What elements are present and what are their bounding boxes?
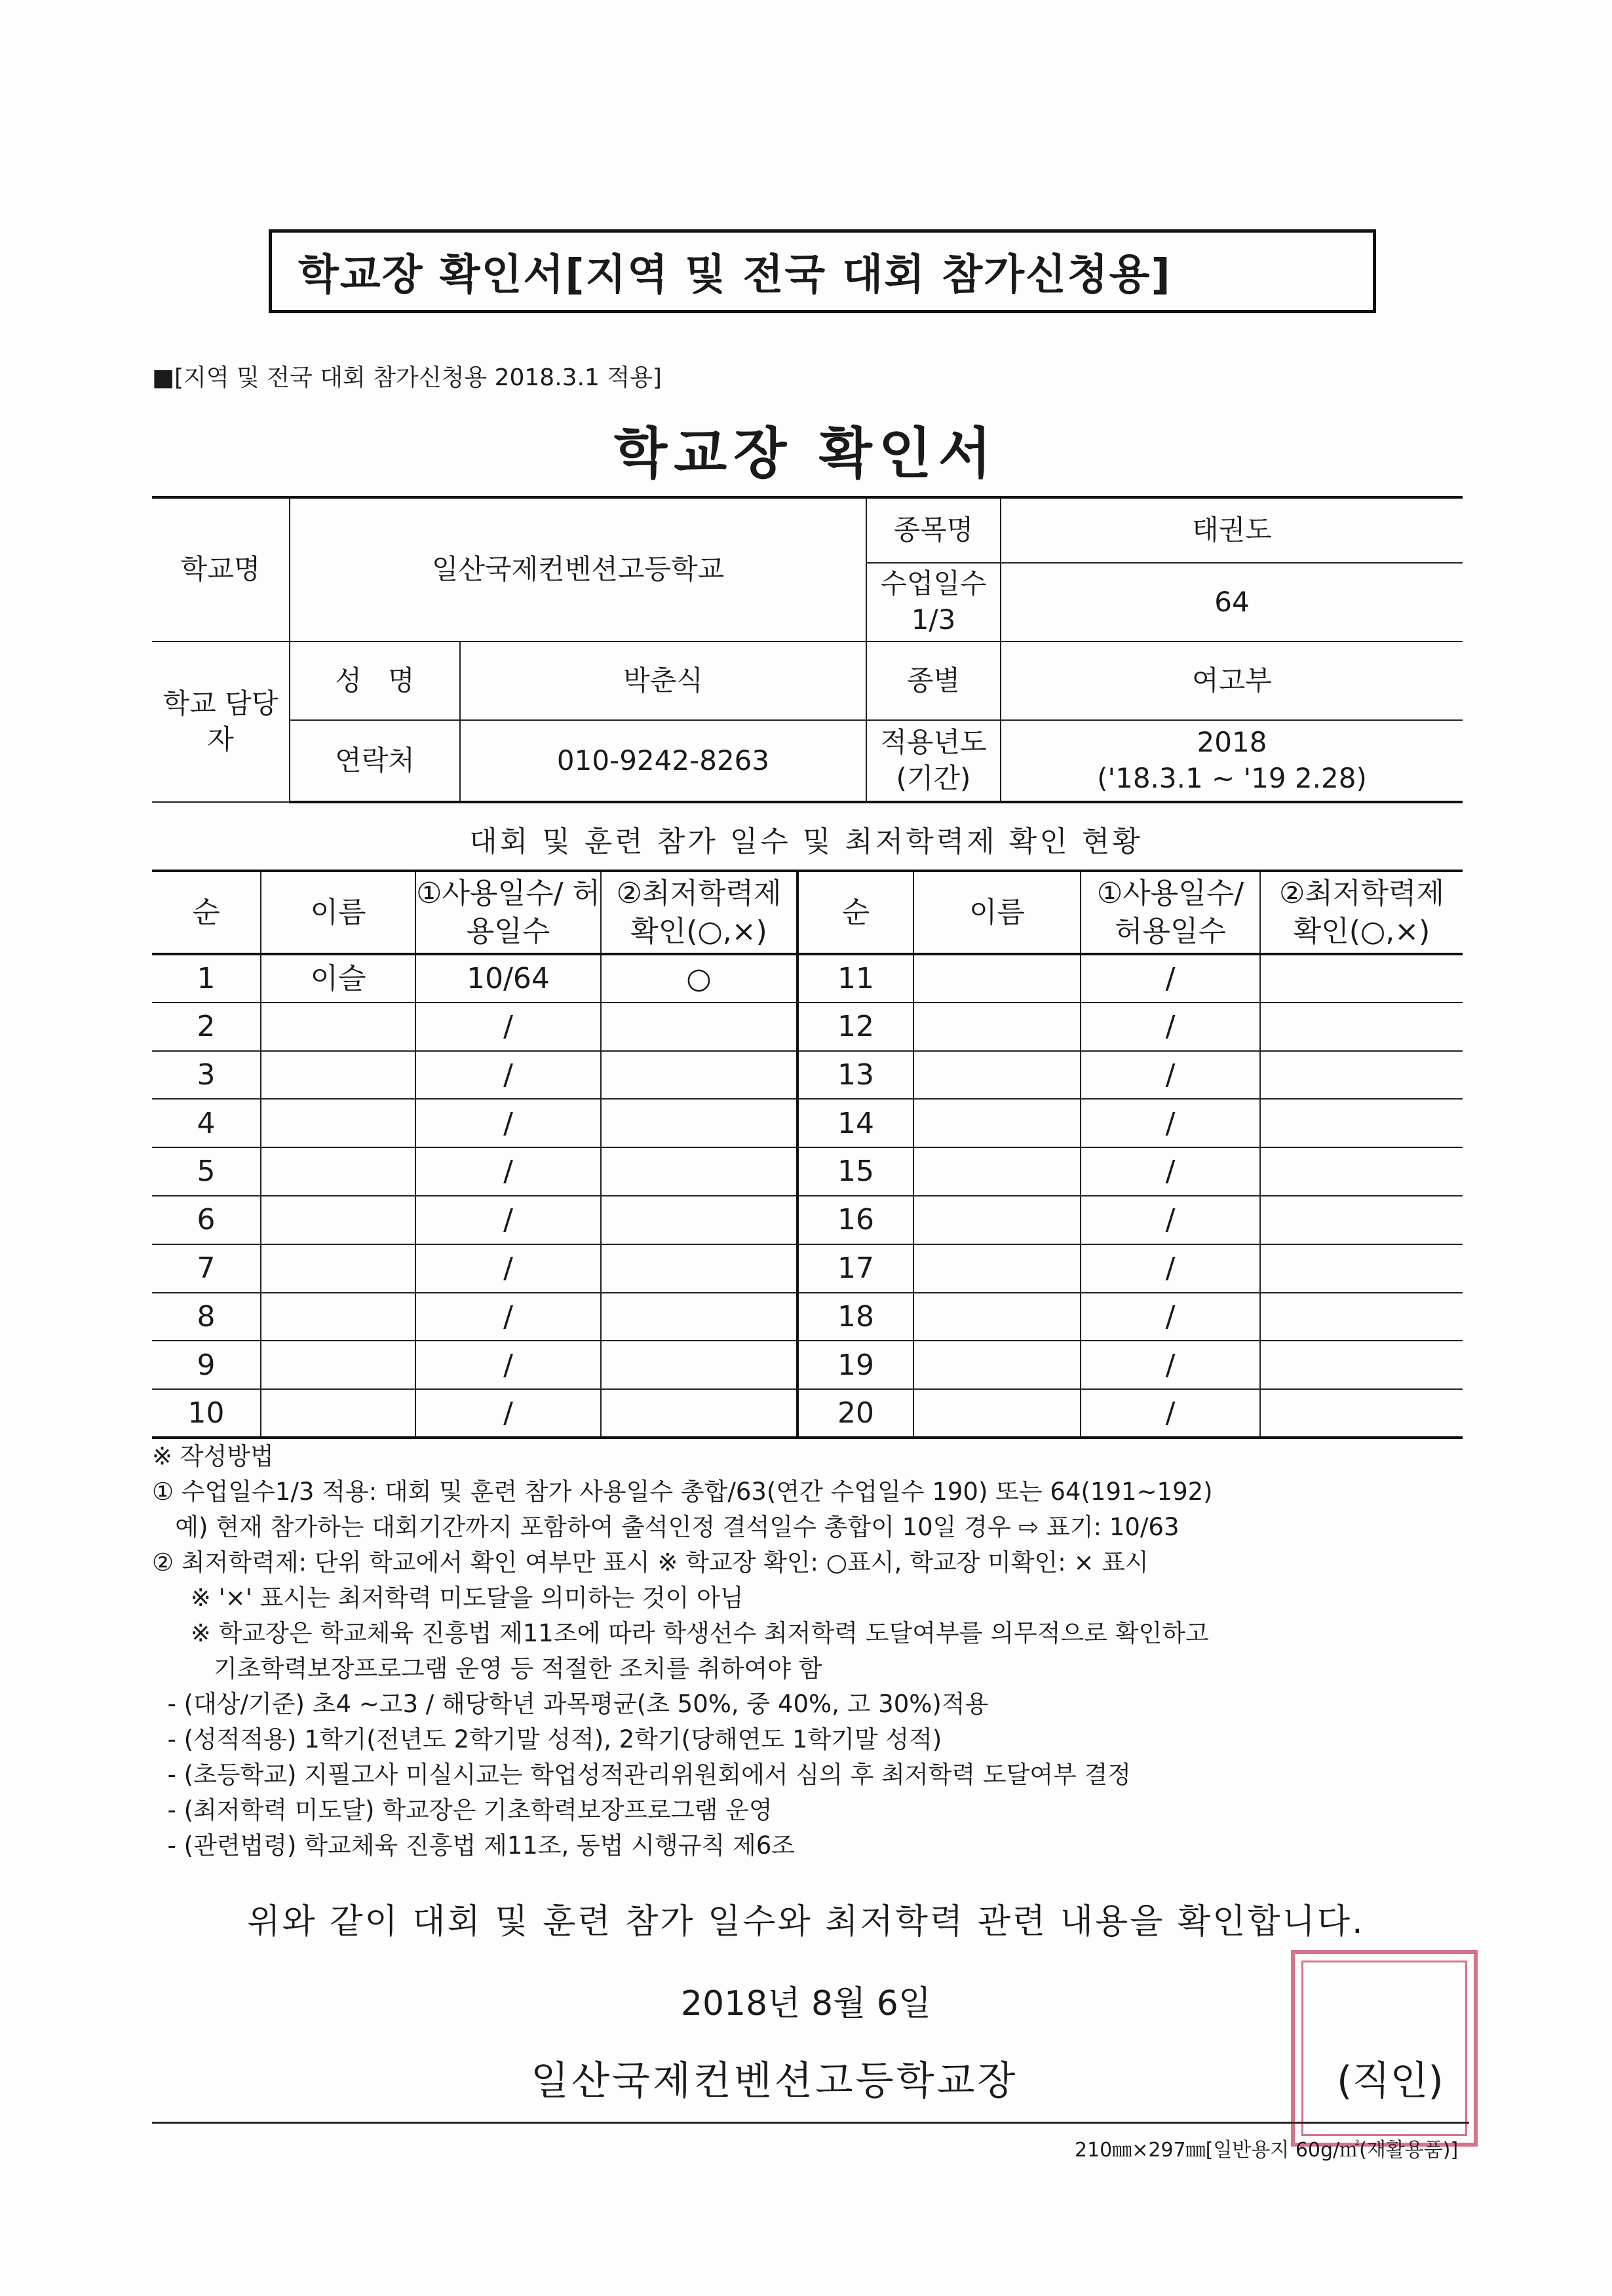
row-check-right — [1260, 1244, 1463, 1293]
row-check-left — [601, 1341, 797, 1389]
year-value: 2018 — [1197, 726, 1267, 759]
year-period: ('18.3.1 ~ '19 2.28) — [1097, 762, 1367, 794]
row-check-left — [601, 1244, 797, 1293]
table-row — [152, 1051, 1463, 1100]
table-row — [152, 1244, 1463, 1293]
school-label: 학교명 — [152, 497, 290, 641]
row-days-left: 10/64 — [415, 954, 601, 1003]
instruction-line: ② 최저학력제: 단위 학교에서 확인 여부만 표시 ※ 학교장 확인: ○표시, 학교장 미확인: × 표시 — [152, 1548, 1149, 1577]
row-no-right: 12 — [797, 1003, 913, 1051]
row-days-right: / — [1081, 1341, 1260, 1389]
row-days-right: / — [1081, 1003, 1260, 1051]
row-name-left — [261, 1099, 415, 1147]
principal-name: 일산국제컨벤션고등학교장 — [531, 2058, 1018, 2104]
row-name-right — [913, 1244, 1081, 1293]
row-name-right — [913, 1147, 1081, 1196]
seal-mark: (직인) — [1337, 2058, 1444, 2104]
official-seal-stamp — [1291, 1950, 1478, 2147]
instruction-line: - (대상/기준) 초4 ~고3 / 해당학년 과목평균(초 50%, 중 40%, 고 30%)적용 — [152, 1690, 989, 1718]
main-title: 학교장 확인서 — [613, 421, 999, 486]
row-name-right — [913, 1099, 1081, 1147]
row-name-right — [913, 1051, 1081, 1100]
row-no-left: 5 — [152, 1147, 261, 1196]
row-check-left — [601, 1196, 797, 1244]
row-no-left: 4 — [152, 1099, 261, 1147]
row-name-left — [261, 1003, 415, 1051]
info-table — [152, 496, 1463, 803]
row-check-right — [1260, 1389, 1463, 1438]
row-no-right: 16 — [797, 1196, 913, 1244]
year-cell — [1001, 720, 1463, 802]
row-days-right: / — [1081, 1196, 1260, 1244]
school-value: 일산국제컨벤션고등학교 — [290, 497, 866, 641]
row-no-left: 3 — [152, 1051, 261, 1100]
header-name-left: 이름 — [261, 871, 415, 954]
row-name-right — [913, 1003, 1081, 1051]
instruction-line: - (성적적용) 1학기(전년도 2학기말 성적), 2학기(당해연도 1학기말 성적) — [152, 1725, 942, 1753]
row-days-left: / — [415, 1003, 601, 1051]
row-check-right — [1260, 1341, 1463, 1389]
row-no-right: 18 — [797, 1293, 913, 1341]
row-check-left — [601, 1147, 797, 1196]
row-days-left: / — [415, 1051, 601, 1100]
row-name-left — [261, 1051, 415, 1100]
row-days-left: / — [415, 1244, 601, 1293]
table-row — [152, 1099, 1463, 1147]
row-days-right: / — [1081, 1293, 1260, 1341]
row-name-left — [261, 1244, 415, 1293]
row-check-right — [1260, 1147, 1463, 1196]
table-row — [152, 1147, 1463, 1196]
application-note: ■[지역 및 전국 대회 참가신청용 2018.3.1 적용] — [152, 364, 662, 391]
bottom-divider — [152, 2122, 1469, 2124]
row-name-right — [913, 1293, 1081, 1341]
row-check-right — [1260, 1196, 1463, 1244]
writing-instructions — [152, 1439, 1502, 1864]
attendance-table — [152, 870, 1463, 1439]
row-check-left — [601, 1099, 797, 1147]
header-check-right: ②최저학력제 확인(○,×) — [1260, 871, 1463, 954]
row-name-left — [261, 1147, 415, 1196]
instruction-line: ※ '×' 표시는 최저학력 미도달을 의미하는 것이 아님 — [152, 1584, 744, 1612]
row-no-right: 13 — [797, 1051, 913, 1100]
row-days-right: / — [1081, 1099, 1260, 1147]
row-days-right: / — [1081, 1389, 1260, 1438]
row-name-left — [261, 1196, 415, 1244]
document-title-box — [269, 229, 1376, 313]
row-no-right: 14 — [797, 1099, 913, 1147]
row-check-left — [601, 1293, 797, 1341]
days-value: 64 — [1001, 563, 1463, 641]
header-days-left: ①사용일수/ 허용일수 — [415, 871, 601, 954]
row-no-left: 10 — [152, 1389, 261, 1438]
row-check-right — [1260, 954, 1463, 1003]
header-no-right: 순 — [797, 871, 913, 954]
header-name-right: 이름 — [913, 871, 1081, 954]
contact-label: 연락처 — [290, 720, 460, 802]
row-check-right — [1260, 1003, 1463, 1051]
row-days-left: / — [415, 1196, 601, 1244]
row-days-left: / — [415, 1147, 601, 1196]
event-label: 종목명 — [866, 497, 1001, 563]
row-name-right — [913, 954, 1081, 1003]
staff-label: 학교 담당자 — [152, 641, 290, 802]
row-days-left: / — [415, 1293, 601, 1341]
row-name-left: 이슬 — [261, 954, 415, 1003]
row-check-right — [1260, 1293, 1463, 1341]
row-days-right: / — [1081, 1147, 1260, 1196]
row-days-right: / — [1081, 954, 1260, 1003]
contact-value: 010-9242-8263 — [460, 720, 866, 802]
row-days-right: / — [1081, 1244, 1260, 1293]
row-days-right: / — [1081, 1051, 1260, 1100]
year-label: 적용년도 (기간) — [866, 720, 1001, 802]
instruction-line: ① 수업일수1/3 적용: 대회 및 훈련 참가 사용일수 총합/63(연간 수업일수 190) 또는 64(191~192) — [152, 1478, 1213, 1506]
event-value: 태권도 — [1001, 497, 1463, 563]
row-name-right — [913, 1196, 1081, 1244]
confirmation-date: 2018년 8월 6일 — [680, 1984, 932, 2023]
row-check-right — [1260, 1099, 1463, 1147]
row-no-right: 20 — [797, 1389, 913, 1438]
confirmation-statement: 위와 같이 대회 및 훈련 참가 일수와 최저학력 관련 내용을 확인합니다. — [247, 1902, 1365, 1942]
days-label: 수업일수 1/3 — [866, 563, 1001, 641]
instruction-line: 기초학력보장프로그램 운영 등 적절한 조치를 취하여야 함 — [152, 1655, 822, 1683]
instruction-line: - (초등학교) 지필고사 미실시교는 학업성적관리위원회에서 심의 후 최저학력 도달여부 결정 — [152, 1761, 1132, 1789]
row-no-right: 11 — [797, 954, 913, 1003]
instruction-line: ※ 학교장은 학교체육 진흥법 제11조에 따라 학생선수 최저학력 도달여부를 의무적으로 확인하고 — [152, 1619, 1209, 1647]
table-row — [152, 1003, 1463, 1051]
document-title: 학교장 확인서[지역 및 전국 대회 참가신청용] — [298, 251, 1172, 299]
type-label: 종별 — [866, 641, 1001, 720]
row-no-right: 19 — [797, 1341, 913, 1389]
row-check-left — [601, 1389, 797, 1438]
row-days-left: / — [415, 1389, 601, 1438]
row-check-left — [601, 1051, 797, 1100]
table-row — [152, 1196, 1463, 1244]
row-no-left: 6 — [152, 1196, 261, 1244]
type-value: 여고부 — [1001, 641, 1463, 720]
row-check-left — [601, 1003, 797, 1051]
header-check-left: ②최저학력제 확인(○,×) — [601, 871, 797, 954]
row-name-right — [913, 1341, 1081, 1389]
header-no-left: 순 — [152, 871, 261, 954]
row-days-left: / — [415, 1099, 601, 1147]
row-name-left — [261, 1293, 415, 1341]
attendance-rows — [152, 954, 1463, 1438]
name-value: 박춘식 — [460, 641, 866, 720]
instruction-line: - (관련법령) 학교체육 진흥법 제11조, 동법 시행규칙 제6조 — [152, 1831, 796, 1860]
instruction-line: 예) 현재 참가하는 대회기간까지 포함하여 출석인정 결석일수 총합이 10일 경우 ⇨ 표기: 10/63 — [152, 1513, 1180, 1541]
name-label: 성 명 — [290, 641, 460, 720]
table-row — [152, 954, 1463, 1003]
row-no-left: 2 — [152, 1003, 261, 1051]
header-days-right: ①사용일수/ 허용일수 — [1081, 871, 1260, 954]
row-no-left: 8 — [152, 1293, 261, 1341]
row-no-right: 15 — [797, 1147, 913, 1196]
table-row — [152, 1293, 1463, 1341]
attendance-section-title: 대회 및 훈련 참가 일수 및 최저학력제 확인 현황 — [469, 825, 1143, 858]
row-name-left — [261, 1341, 415, 1389]
row-no-right: 17 — [797, 1244, 913, 1293]
row-check-right — [1260, 1051, 1463, 1100]
instruction-line: ※ 작성방법 — [152, 1442, 274, 1470]
paper-spec: 210㎜×297㎜[일반용지 60g/㎡(재활용품)] — [1075, 2139, 1459, 2162]
row-no-left: 9 — [152, 1341, 261, 1389]
row-check-left: ○ — [601, 954, 797, 1003]
table-row — [152, 1389, 1463, 1438]
row-no-left: 1 — [152, 954, 261, 1003]
table-row — [152, 1341, 1463, 1389]
row-name-right — [913, 1389, 1081, 1438]
instruction-line: - (최저학력 미도달) 학교장은 기초학력보장프로그램 운영 — [152, 1796, 773, 1824]
row-days-left: / — [415, 1341, 601, 1389]
row-no-left: 7 — [152, 1244, 261, 1293]
row-name-left — [261, 1389, 415, 1438]
